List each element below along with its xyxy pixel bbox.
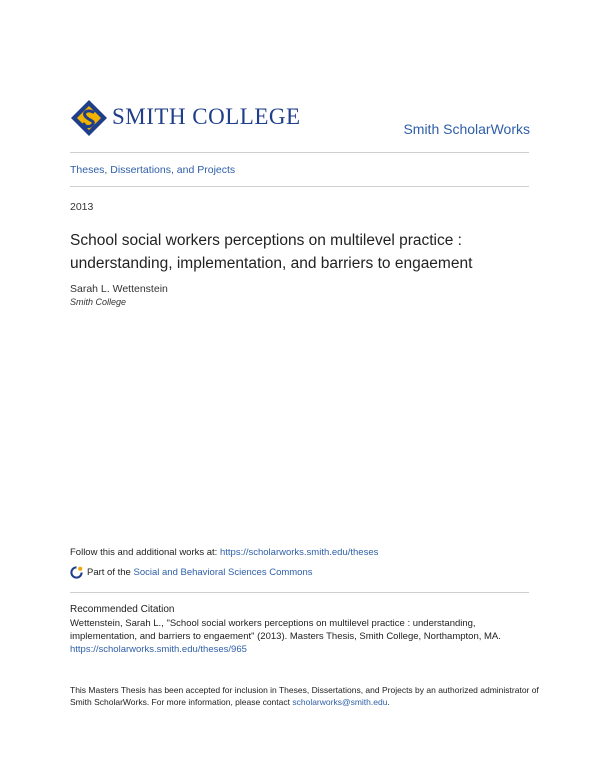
collection-label[interactable]: Theses, Dissertations, and Projects (70, 164, 236, 176)
citation-url-link[interactable]: https://scholarworks.smith.edu/theses/965 (70, 644, 247, 655)
divider-citation (70, 592, 529, 593)
footer-note (70, 684, 540, 708)
recommended-citation-heading: Recommended Citation (70, 604, 175, 615)
footer-text: This Masters Thesis has been accepted for inclusion in Theses, Dissertations, and Projects by an authorized administrator of Smith ScholarWorks. For more information, please contact (70, 685, 539, 707)
follow-line (70, 547, 378, 558)
logo-text: SMITH COLLEGE (112, 104, 301, 129)
divider-collection (70, 186, 529, 187)
publication-year: 2013 (70, 201, 94, 213)
theses-url-link[interactable]: https://scholarworks.smith.edu/theses (219, 547, 379, 558)
collection-link[interactable] (70, 164, 235, 176)
smith-college-logo-icon (70, 99, 108, 137)
commons-link[interactable]: Social and Behavioral Sciences Commons (133, 567, 313, 578)
footer-end: . (387, 697, 390, 707)
citation-text: Wettenstein, Sarah L., "School social workers perceptions on multilevel practice : understanding, implementation, and barriers to engaement" (2013). Masters Thesis, Smith College, Northampton, MA. (70, 618, 501, 642)
author-name: Sarah L. Wettenstein (70, 283, 168, 295)
part-of-prefix: Part of the (87, 567, 131, 578)
author-affiliation: Smith College (70, 297, 127, 307)
divider-top (70, 152, 529, 153)
follow-prefix: Follow this and additional works at: (70, 547, 220, 558)
part-of-line (70, 566, 313, 579)
contact-email-link[interactable]: scholarworks@smith.edu (292, 697, 388, 707)
document-title: School social workers perceptions on multilevel practice : understanding, implementation, and barriers to engaement (70, 232, 473, 272)
citation-block (70, 617, 540, 656)
repository-name-link[interactable]: Smith ScholarWorks (403, 121, 530, 137)
network-logo-icon (70, 566, 83, 579)
